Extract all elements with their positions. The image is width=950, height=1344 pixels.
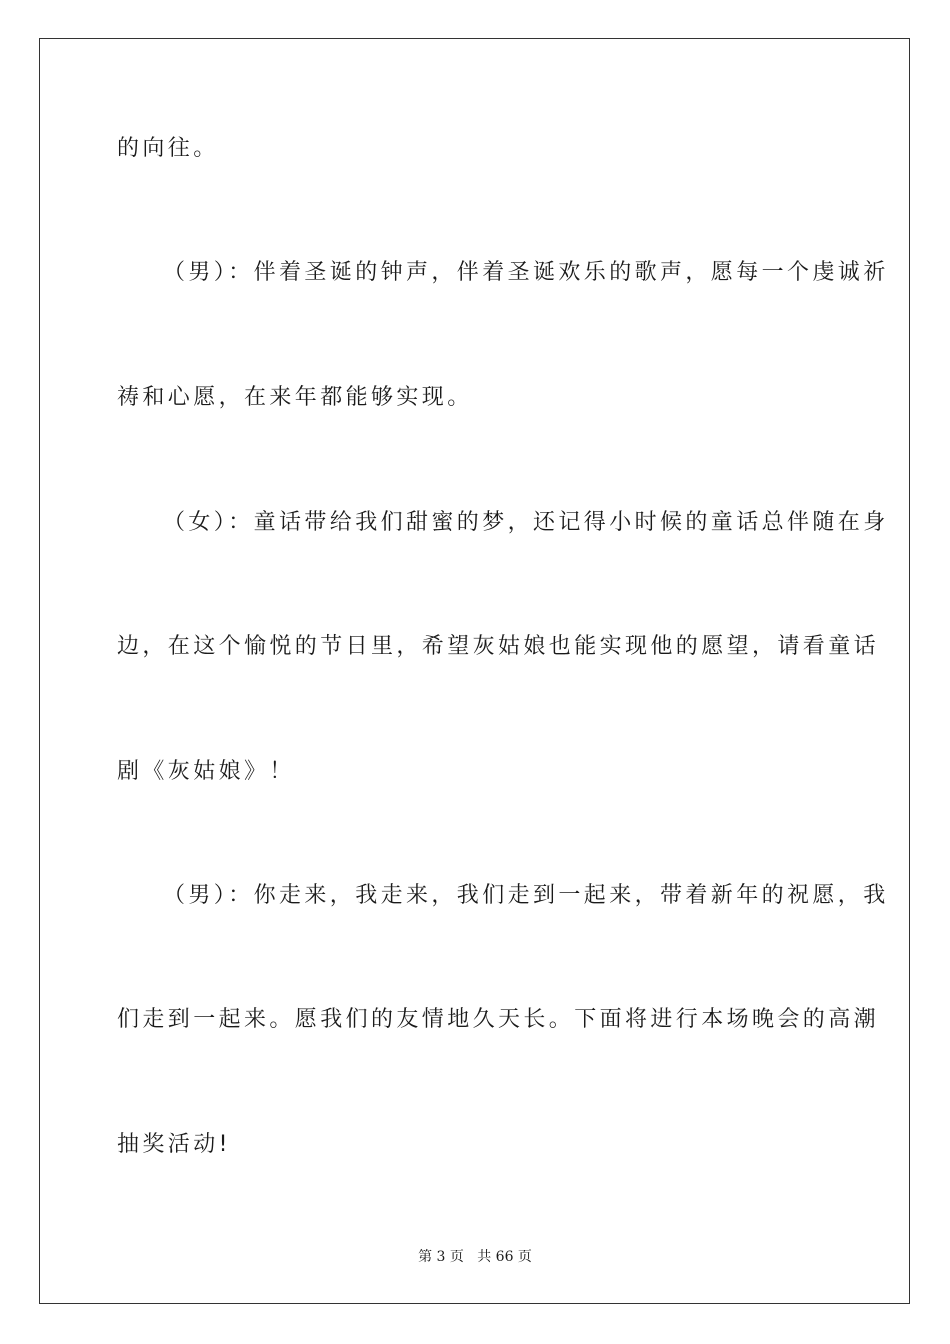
text-line-5: 边，在这个愉悦的节日里，希望灰姑娘也能实现他的愿望，请看童话 <box>117 634 880 659</box>
text-line-1: 的向往。 <box>117 136 219 161</box>
text-line-7: （男）：你走来，我走来，我们走到一起来，带着新年的祝愿，我 <box>163 883 889 908</box>
page-footer: 第 3 页 共 66 页 <box>418 1249 532 1265</box>
text-line-4: （女）：童话带给我们甜蜜的梦，还记得小时候的童话总伴随在身 <box>163 510 889 535</box>
text-line-2: （男）：伴着圣诞的钟声，伴着圣诞欢乐的歌声，愿每一个虔诚祈 <box>163 260 889 285</box>
text-line-6: 剧《灰姑娘》！ <box>117 759 295 784</box>
page-border <box>39 38 910 1304</box>
text-line-9: 抽奖活动! <box>117 1132 231 1157</box>
text-line-8: 们走到一起来。愿我们的友情地久天长。下面将进行本场晚会的高潮 <box>117 1007 880 1032</box>
text-line-3: 祷和心愿，在来年都能够实现。 <box>117 385 473 410</box>
